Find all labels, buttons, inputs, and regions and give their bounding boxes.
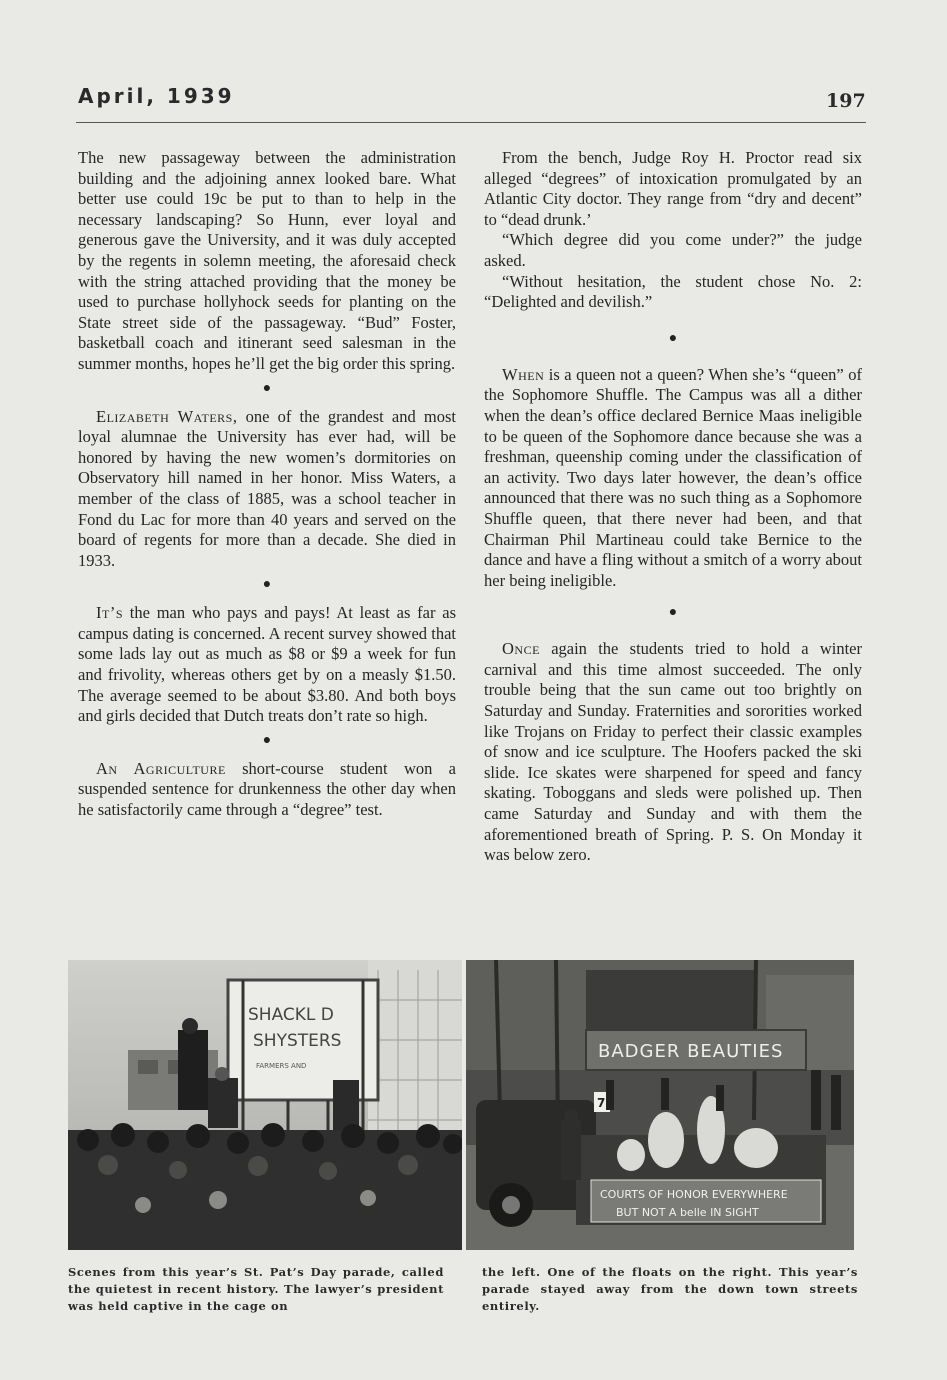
- float-sign-line1: COURTS OF HONOR EVERYWHERE: [600, 1188, 788, 1201]
- left-column: [78, 148, 456, 821]
- header-rule: [76, 122, 866, 123]
- caption-left: Scenes from this year’s St. Pat’s Day parade, called the quietest in recent history. The lawyer’s president was held captive in the cage on: [68, 1265, 444, 1313]
- article-body: again the students tried to hold a winter carnival and this time almost succeeded. The only trouble being that the sun came out too brightly on Saturday and Sunday. Fraternities and sororities worked like Trojans on Friday to perfect their classic examples of snow and ice sculpture. The Hoofers packed the ski slide. Ice skates were sharpened for speed and fancy skating. Toboggans and sleds were polished up. Then came Saturday and Sunday and with them the aforementioned breath of Spring. P. S. On Monday it was below zero.: [484, 639, 862, 865]
- article-judge: From the bench, Judge Roy H. Proctor read six alleged “degrees” of intoxication promulgated by an Atlantic City doctor. They range from “dry and decent” to “dead drunk.’: [484, 148, 862, 229]
- right-column: [484, 148, 862, 866]
- section-bullet: ●: [262, 732, 272, 748]
- article-winter-carnival: [484, 639, 862, 866]
- section-bullet: ●: [668, 330, 678, 346]
- section-bullet: ●: [668, 605, 678, 621]
- lead-in: When: [502, 364, 545, 384]
- article-passageway: The new passageway between the administration building and the adjoining annex looked bare. What better use could 19c be put to than to help in the necessary landscaping? So Hunn, ever loyal and generous gave the University, and it was duly accepted by the regents in solemn meeting, the aforesaid check with the string attached providing that the money be used to purchase hollyhock seeds for planting on the State street side of the passageway. “Bud” Foster, basketball coach and itinerant seed salesman in the summer months, hopes he’ll get the big order this spring.: [78, 148, 456, 373]
- section-bullet: ●: [262, 577, 272, 593]
- page-number: 197: [826, 90, 866, 112]
- article-sophomore-queen: [484, 365, 862, 592]
- cage-sign-small: FARMERS AND: [256, 1062, 307, 1070]
- lead-in: An Agriculture: [96, 758, 226, 778]
- cage-sign-line1: SHACKL D: [248, 1005, 334, 1025]
- article-campus-dating: [78, 603, 456, 727]
- float-number: 7: [597, 1096, 606, 1110]
- cage-sign-line2: SHYSTERS: [253, 1031, 342, 1051]
- lead-in: Once: [502, 639, 540, 659]
- photo-badger-beauties-float: [466, 960, 854, 1250]
- lead-in: It’s: [96, 603, 123, 623]
- article-judge-question: “Which degree did you come under?” the judge asked.: [484, 230, 862, 270]
- article-body: is a queen not a queen? When she’s “queen” of the Sophomore Shuffle. The Campus was all a dither when the dean’s office declared Bernice Maas ineligible to be queen of the Sophomore dance because she was a freshman, queenship coming under the classification of an activity. Two days later however, the dean’s office announced that there was no such thing as a Sophomore Shuffle queen, that there never had been, and that Chairman Phil Martineau could take Bernice to the dance and have a fling without a smitch of a worry about her being ineligible.: [484, 364, 862, 590]
- photo-st-pats-cage: [68, 960, 462, 1250]
- section-bullet: ●: [262, 380, 272, 396]
- article-agriculture-student: [78, 759, 456, 821]
- issue-date: April, 1939: [78, 84, 235, 108]
- article-body: short-course student won a suspended sentence for drunkenness the other day when he satisfactorily came through a “degree” test.: [78, 758, 456, 820]
- article-body: one of the grandest and most loyal alumnae the University has ever had, will be honored by having the new women’s dormitories on Observatory hill named in her honor. Miss Waters, a member of the class of 1885, was a school teacher in Fond du Lac for more than 40 years and served on the board of regents for more than a decade. She died in 1933.: [78, 406, 456, 570]
- article-body: the man who pays and pays! At least as far as campus dating is concerned. A recent survey showed that some lads lay out as much as $8 or $9 a week for fun and frivolity, whereas others get by on a measly $1.50. The average seemed to be about $3.80. And both boys and girls decided that Dutch treats don’t rate so high.: [78, 603, 456, 726]
- article-elizabeth-waters: [78, 407, 456, 572]
- float-sign-line2: BUT NOT A belle IN SIGHT: [616, 1206, 759, 1219]
- lead-in: Elizabeth Waters,: [96, 406, 238, 426]
- article-judge-answer: “Without hesitation, the student chose No. 2: “Delighted and devilish.”: [484, 271, 862, 312]
- caption-right: the left. One of the floats on the right. This year’s parade stayed away from the down town streets entirely.: [482, 1265, 858, 1313]
- float-banner: BADGER BEAUTIES: [598, 1041, 784, 1062]
